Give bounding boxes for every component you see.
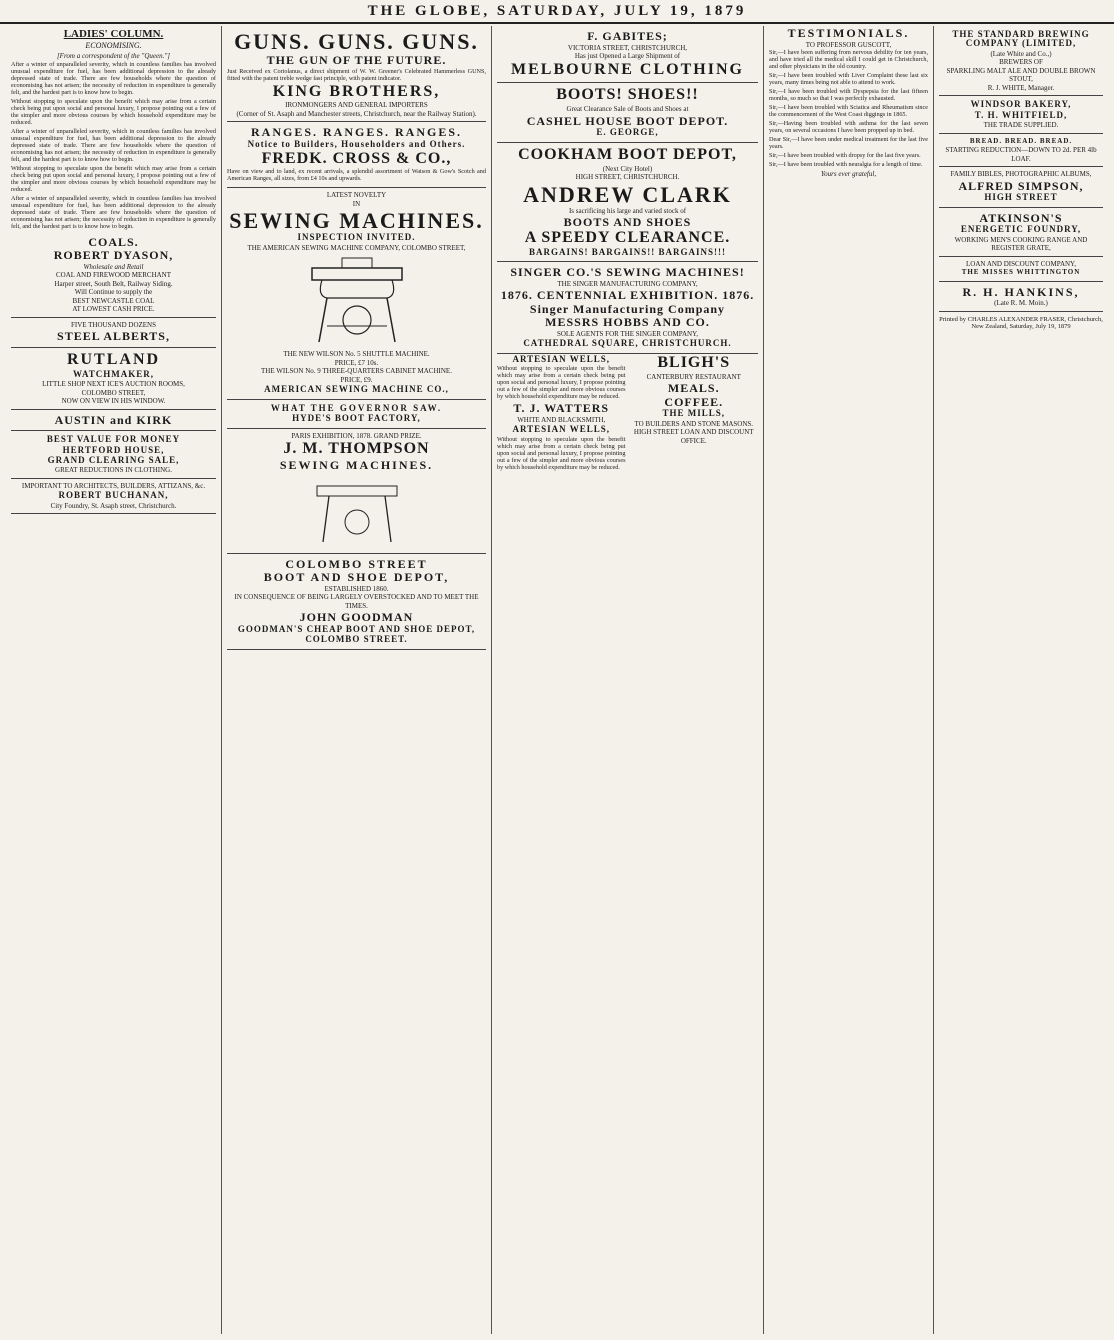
- ad-line: (Corner of St. Asaph and Manchester streets, Christchurch, near the Railway Station).: [236, 109, 477, 118]
- singer-headline: SINGER CO.'S SEWING MACHINES!: [510, 264, 745, 279]
- loan-ad: [939, 257, 1103, 282]
- goodman-depot: GOODMAN'S CHEAP BOOT AND SHOE DEPOT,: [237, 623, 476, 634]
- ad-paragraph: Just Received ex Coriolanus, a direct shipment of W. W. Greener's Celebrated Hammerless GUNS, fitted with the patent treble wedge fast principle, with patent indicator.: [227, 67, 486, 82]
- singer-ad: [497, 262, 758, 354]
- gabites-ad: [497, 26, 758, 83]
- american-sewing-co: AMERICAN SEWING MACHINE CO.,: [264, 384, 449, 395]
- boots-and-shoes: BOOTS AND SHOES: [563, 215, 692, 230]
- masthead: THE GLOBE, SATURDAY, JULY 19, 1879: [0, 0, 1114, 24]
- bread-headline: BREAD. BREAD. BREAD.: [969, 136, 1073, 145]
- coals-ad: [11, 232, 216, 318]
- column-3: [492, 26, 764, 1334]
- goodman-ad: [227, 554, 486, 650]
- goodman-name: JOHN GOODMAN: [299, 610, 414, 625]
- ad-paragraph: Without stopping to speculate upon the benefit which may arise from a certain check being put upon social and personal luxury, I propose pointing out a few of the simpler and more obvious courses by which household expenditure may be reduced.: [497, 435, 626, 471]
- brewing-ad: [939, 26, 1103, 96]
- ranges-ad: [227, 122, 486, 188]
- column-5: [934, 26, 1108, 1334]
- ad-line: THE NEW WILSON No. 5 SHUTTLE MACHINE.: [283, 350, 430, 359]
- hobbs-name: MESSRS HOBBS AND CO.: [545, 315, 710, 330]
- testimonial: Sir,—I have been troubled with neuralgia for a length of time.: [769, 161, 923, 169]
- clearing-sale: GRAND CLEARING SALE,: [47, 454, 180, 465]
- ad-line: GREAT REDUCTIONS IN CLOTHING.: [55, 466, 172, 475]
- george-name: E. GEORGE,: [596, 127, 659, 138]
- sewing-machine-illustration: [297, 256, 417, 346]
- boots-headline: BOOTS! SHOES!!: [556, 86, 699, 104]
- centennial: 1876. CENTENNIAL EXHIBITION. 1876.: [500, 288, 755, 303]
- rutland-ad: [11, 348, 216, 410]
- ad-line: LOAN AND DISCOUNT COMPANY,: [966, 259, 1076, 268]
- ad-line: PARIS EXHIBITION, 1878. GRAND PRIZE.: [291, 431, 422, 440]
- ad-line: IRONMONGERS AND GENERAL IMPORTERS: [285, 101, 428, 110]
- melbourne-clothing: MELBOURNE CLOTHING: [511, 60, 744, 78]
- whittington: THE MISSES WHITTINGTON: [961, 268, 1081, 277]
- hertford-ad: [11, 431, 216, 479]
- colombo-street: COLOMBO STREET: [285, 556, 428, 571]
- king-brothers: KING BROTHERS,: [272, 82, 441, 100]
- column-1: [6, 26, 222, 1334]
- ad-line: TO PROFESSOR GUSCOTT,: [805, 40, 892, 49]
- column-4: [764, 26, 934, 1334]
- artesian-wells: ARTESIAN WELLS,: [512, 424, 611, 435]
- ad-line: THE TRADE SUPPLIED.: [983, 121, 1059, 130]
- ad-line: WHITE AND BLACKSMITH,: [517, 415, 606, 424]
- testimonial: Sir,—I have been troubled with Liver Complaint these last six years, many times being not able to attend to work.: [769, 72, 928, 87]
- hertford-house: HERTFORD HOUSE,: [62, 444, 165, 455]
- economising-subtitle: ECONOMISING.: [85, 41, 142, 50]
- cookham-ad: [497, 143, 758, 262]
- intro-line: [From a correspondent of the "Queen."]: [56, 52, 171, 60]
- left-ads: [497, 354, 626, 473]
- right-ads: [630, 354, 759, 473]
- ad-line: Harper street, South Belt, Railway Siding.: [54, 279, 173, 288]
- ad-line: COAL AND FIREWOOD MERCHANT: [55, 271, 172, 280]
- ad-line: SOLE AGENTS FOR THE SINGER COMPANY,: [556, 329, 699, 338]
- ad-line: (Late White and Co.,): [990, 49, 1052, 58]
- printer-footer: Printed by CHARLES ALEXANDER FRASER, Christchurch, New Zealand, Saturday, July 19, 1879: [939, 315, 1103, 330]
- guns-ad: [227, 26, 486, 122]
- buchanan-ad: [11, 479, 216, 514]
- bread-ad: [939, 134, 1103, 167]
- steel-alberts-ad: [11, 318, 216, 348]
- ad-line: IN CONSEQUENCE OF BEING LARGELY OVERSTOCKED AND TO MEET THE TIMES.: [234, 593, 479, 610]
- goodman-street: COLOMBO STREET.: [305, 634, 408, 645]
- meals: MEALS.: [667, 381, 720, 396]
- ad-line: R. J. WHITE, Manager.: [987, 83, 1055, 92]
- article-paragraph: After a winter of unparalleled severity, which in countless families has involved unusual expenditure for fuel, has been additional depression to the already depressed state of trade. There are few households where the question of economising has not arisen; the necessity of reduction in expenditure is generally felt, and the hardest part is to know how to begin.: [11, 194, 216, 230]
- energetic-foundry: ENERGETIC FOUNDRY,: [960, 224, 1082, 235]
- ad-line: AT LOWEST CASH PRICE.: [72, 305, 155, 314]
- sewing-ad: [227, 188, 486, 399]
- artesian-wells: ARTESIAN WELLS,: [512, 353, 611, 364]
- cookham-depot: COOKHAM BOOT DEPOT,: [518, 145, 737, 163]
- bargains: BARGAINS! BARGAINS!! BARGAINS!!!: [528, 246, 726, 257]
- boots-ad: [497, 83, 758, 142]
- hobbs-address: CATHEDRAL SQUARE, CHRISTCHURCH.: [523, 338, 732, 349]
- ad-line: Is sacrificing his large and varied stock of: [568, 206, 687, 215]
- thompson-ad: [227, 429, 486, 554]
- ad-line: ESTABLISHED 1860.: [324, 584, 389, 593]
- article-paragraph: After a winter of unparalleled severity, which in countless families has involved unusual expenditure for fuel, has been additional depression to the already depressed state of trade. There are few households where the question of economising has not arisen; the necessity of reduction in expenditure is generally felt, and the hardest part is to know how to begin.: [11, 60, 216, 96]
- ad-line: Will Continue to supply the: [74, 288, 153, 297]
- inspection-line: INSPECTION INVITED.: [297, 232, 416, 243]
- hyde-boot-factory: HYDE'S BOOT FACTORY,: [292, 413, 421, 424]
- notice-line: Notice to Builders, Householders and Others.: [247, 139, 466, 150]
- testimonial: Sir,—I have been troubled with Dyspepsia for the last fifteen months, so much so that I was perfectly exhausted.: [769, 88, 928, 103]
- simpson-ad: [939, 167, 1103, 208]
- sewing-headline: SEWING MACHINES.: [279, 457, 434, 472]
- ad-line: THE WILSON No. 9 THREE-QUARTERS CABINET MACHINE.: [261, 367, 452, 376]
- testimonial: Sir,—Having been troubled with asthma for the last seven years, on several occasions I have been propped up in bed.: [769, 120, 928, 135]
- speedy-clearance: A SPEEDY CLEARANCE.: [524, 228, 731, 246]
- thompson-name: J. M. THOMPSON: [283, 440, 430, 458]
- ladies-column-title: LADIES' COLUMN.: [63, 28, 164, 40]
- ad-line: BEST NEWCASTLE COAL: [72, 296, 155, 305]
- cashel-house: CASHEL HOUSE BOOT DEPOT.: [526, 113, 729, 128]
- ad-line: FAMILY BIBLES, PHOTOGRAPHIC ALBUMS,: [950, 170, 1092, 179]
- ad-line: PRICE, £7 10s.: [334, 358, 379, 367]
- rutland-sub: WATCHMAKER,: [72, 368, 155, 379]
- ad-line: VICTORIA STREET, CHRISTCHURCH,: [567, 43, 688, 52]
- ad-line: HIGH STREET, CHRISTCHURCH.: [575, 173, 680, 182]
- lower-ads-row: [497, 354, 758, 473]
- ad-line: TO BUILDERS AND STONE MASONS.: [634, 419, 754, 428]
- guns-headline: GUNS. GUNS. GUNS.: [234, 29, 479, 54]
- hankins-name: R. H. HANKINS,: [962, 284, 1080, 299]
- ad-paragraph: Without stopping to speculate upon the benefit which may arise from a certain check being put upon social and personal luxury, I propose pointing out a few of the simpler and more obvious courses by which household expenditure may be reduced.: [497, 365, 626, 401]
- andrew-clark: ANDREW CLARK: [523, 181, 732, 207]
- high-street: HIGH STREET: [984, 192, 1058, 203]
- best-value: BEST VALUE FOR MONEY: [46, 434, 181, 445]
- atkinson-ad: [939, 208, 1103, 257]
- article-paragraph: After a winter of unparalleled severity, which in countless families has involved unusual expenditure for fuel, has been additional depression to the already depressed state of trade. There are few households where the question of economising has not arisen; the necessity of reduction in expenditure is generally felt, and the hardest part is to know how to begin.: [11, 127, 216, 163]
- gun-of-future: THE GUN OF THE FUTURE.: [266, 53, 447, 68]
- watters-name: T. J. WATTERS: [513, 401, 610, 416]
- ad-line: IN: [352, 199, 361, 208]
- ad-line: CANTERBURY RESTAURANT: [646, 372, 741, 381]
- rutland-name: RUTLAND: [66, 350, 161, 368]
- testimonial: Dear Sir,—I have been under medical treatment for the last five years.: [769, 136, 928, 151]
- ad-line: LATEST NOVELTY: [326, 191, 387, 200]
- coals-title: COALS.: [88, 234, 139, 249]
- governor-ad: [227, 400, 486, 429]
- ad-line: WORKING MEN'S COOKING RANGE AND REGISTER GRATE,: [954, 235, 1088, 253]
- austin-kirk-name: AUSTIN and KIRK: [54, 412, 173, 427]
- ad-line: (Next City Hotel): [602, 164, 653, 173]
- newspaper-columns: [6, 26, 1108, 1334]
- ad-line: LITTLE SHOP NEXT ICE'S AUCTION ROOMS,: [42, 380, 185, 389]
- singer-mfg: Singer Manufacturing Company: [529, 301, 726, 316]
- ad-line: BREWERS OF: [999, 58, 1043, 67]
- testimonials-title: TESTIMONIALS.: [787, 26, 910, 40]
- coffee: COFFEE.: [664, 394, 724, 409]
- brewing-company: THE STANDARD BREWING COMPANY (LIMITED,: [952, 29, 1090, 49]
- signature-line: Yours ever grateful,: [820, 170, 877, 179]
- dyason-name: ROBERT DYASON,: [53, 248, 174, 263]
- whitfield-name: T. H. WHITFIELD,: [974, 109, 1068, 120]
- cross-name: FREDK. CROSS & CO.,: [261, 149, 452, 167]
- alfred-simpson: ALFRED SIMPSON,: [958, 178, 1084, 193]
- ad-line: THE SINGER MANUFACTURING COMPANY,: [557, 279, 698, 288]
- testimonial: Sir,—I have been troubled with Sciatica and Rheumatism since the commencement of the West Coast diggings in 1865.: [769, 104, 928, 119]
- ad-line: HIGH STREET LOAN AND DISCOUNT OFFICE.: [633, 428, 754, 445]
- blighs-name: BLIGH'S: [657, 353, 731, 371]
- ad-line: FIVE THOUSAND DOZENS: [70, 320, 157, 329]
- the-mills: THE MILLS,: [662, 408, 725, 419]
- hankins-ad: [939, 282, 1103, 312]
- ad-line: NOW ON VIEW IN HIS WINDOW.: [61, 397, 166, 406]
- gabites-name: F. GABITES;: [587, 29, 668, 43]
- ad-line: PRICE, £9.: [340, 375, 373, 384]
- testimonial: Sir,—I have been suffering from nervous debility for ten years, and have tried all the medical skill I could get in Christchurch, and other physicians in the old country.: [769, 49, 928, 71]
- article-paragraph: Without stopping to speculate upon the benefit which may arise from a certain check being put upon social and personal luxury, I propose pointing out a few of the simpler and more obvious courses by which household expenditure may be reduced.: [11, 97, 216, 126]
- ad-line: SPARKLING MALT ALE AND DOUBLE BROWN STOUT,: [946, 66, 1096, 84]
- ad-paragraph: Have on view and to land, ex recent arrivals, a splendid assortment of Watson & Gow's Scotch and American Ranges, all sizes, from £4 10s and upwards.: [227, 168, 486, 183]
- ad-line: Wholesale and Retail: [83, 262, 144, 271]
- atkinson-name: ATKINSON'S: [979, 210, 1063, 225]
- bakery-ad: [939, 96, 1103, 133]
- windsor-bakery: WINDSOR BAKERY,: [970, 99, 1072, 110]
- ad-line: THE AMERICAN SEWING MACHINE COMPANY, COLOMBO STREET,: [247, 243, 466, 252]
- governor-headline: WHAT THE GOVERNOR SAW.: [270, 402, 443, 413]
- boot-shoe-depot: BOOT AND SHOE DEPOT,: [263, 570, 450, 585]
- ad-line: (Late R. M. Moin.): [994, 299, 1048, 308]
- testimonial: Sir,—I have been troubled with dropsy for the last five years.: [769, 152, 921, 160]
- ad-line: COLOMBO STREET,: [81, 388, 146, 397]
- sewing-headline: SEWING MACHINES.: [229, 208, 484, 234]
- ad-line: Has just Opened a Large Shipment of: [574, 52, 681, 61]
- austin-kirk-ad: [11, 410, 216, 432]
- ad-line: City Foundry, St. Asaph street, Christchurch.: [50, 501, 177, 510]
- ranges-headline: RANGES. RANGES. RANGES.: [250, 125, 463, 140]
- ad-line: Great Clearance Sale of Boots and Shoes at: [566, 105, 689, 114]
- ad-line: IMPORTANT TO ARCHITECTS, BUILDERS, ATTIZANS, &c.: [21, 481, 206, 490]
- steel-alberts-name: STEEL ALBERTS,: [57, 329, 170, 344]
- buchanan-name: ROBERT BUCHANAN,: [58, 490, 169, 501]
- article-paragraph: Without stopping to speculate upon the benefit which may arise from a certain check being put upon social and personal luxury, I propose pointing out a few of the simpler and more obvious courses by which household expenditure may be reduced.: [11, 164, 216, 193]
- column-2: [222, 26, 492, 1334]
- sewing-machine-illustration: [307, 476, 407, 546]
- ad-line: STARTING REDUCTION—DOWN TO 2d. PER 4lb LOAF.: [945, 146, 1097, 163]
